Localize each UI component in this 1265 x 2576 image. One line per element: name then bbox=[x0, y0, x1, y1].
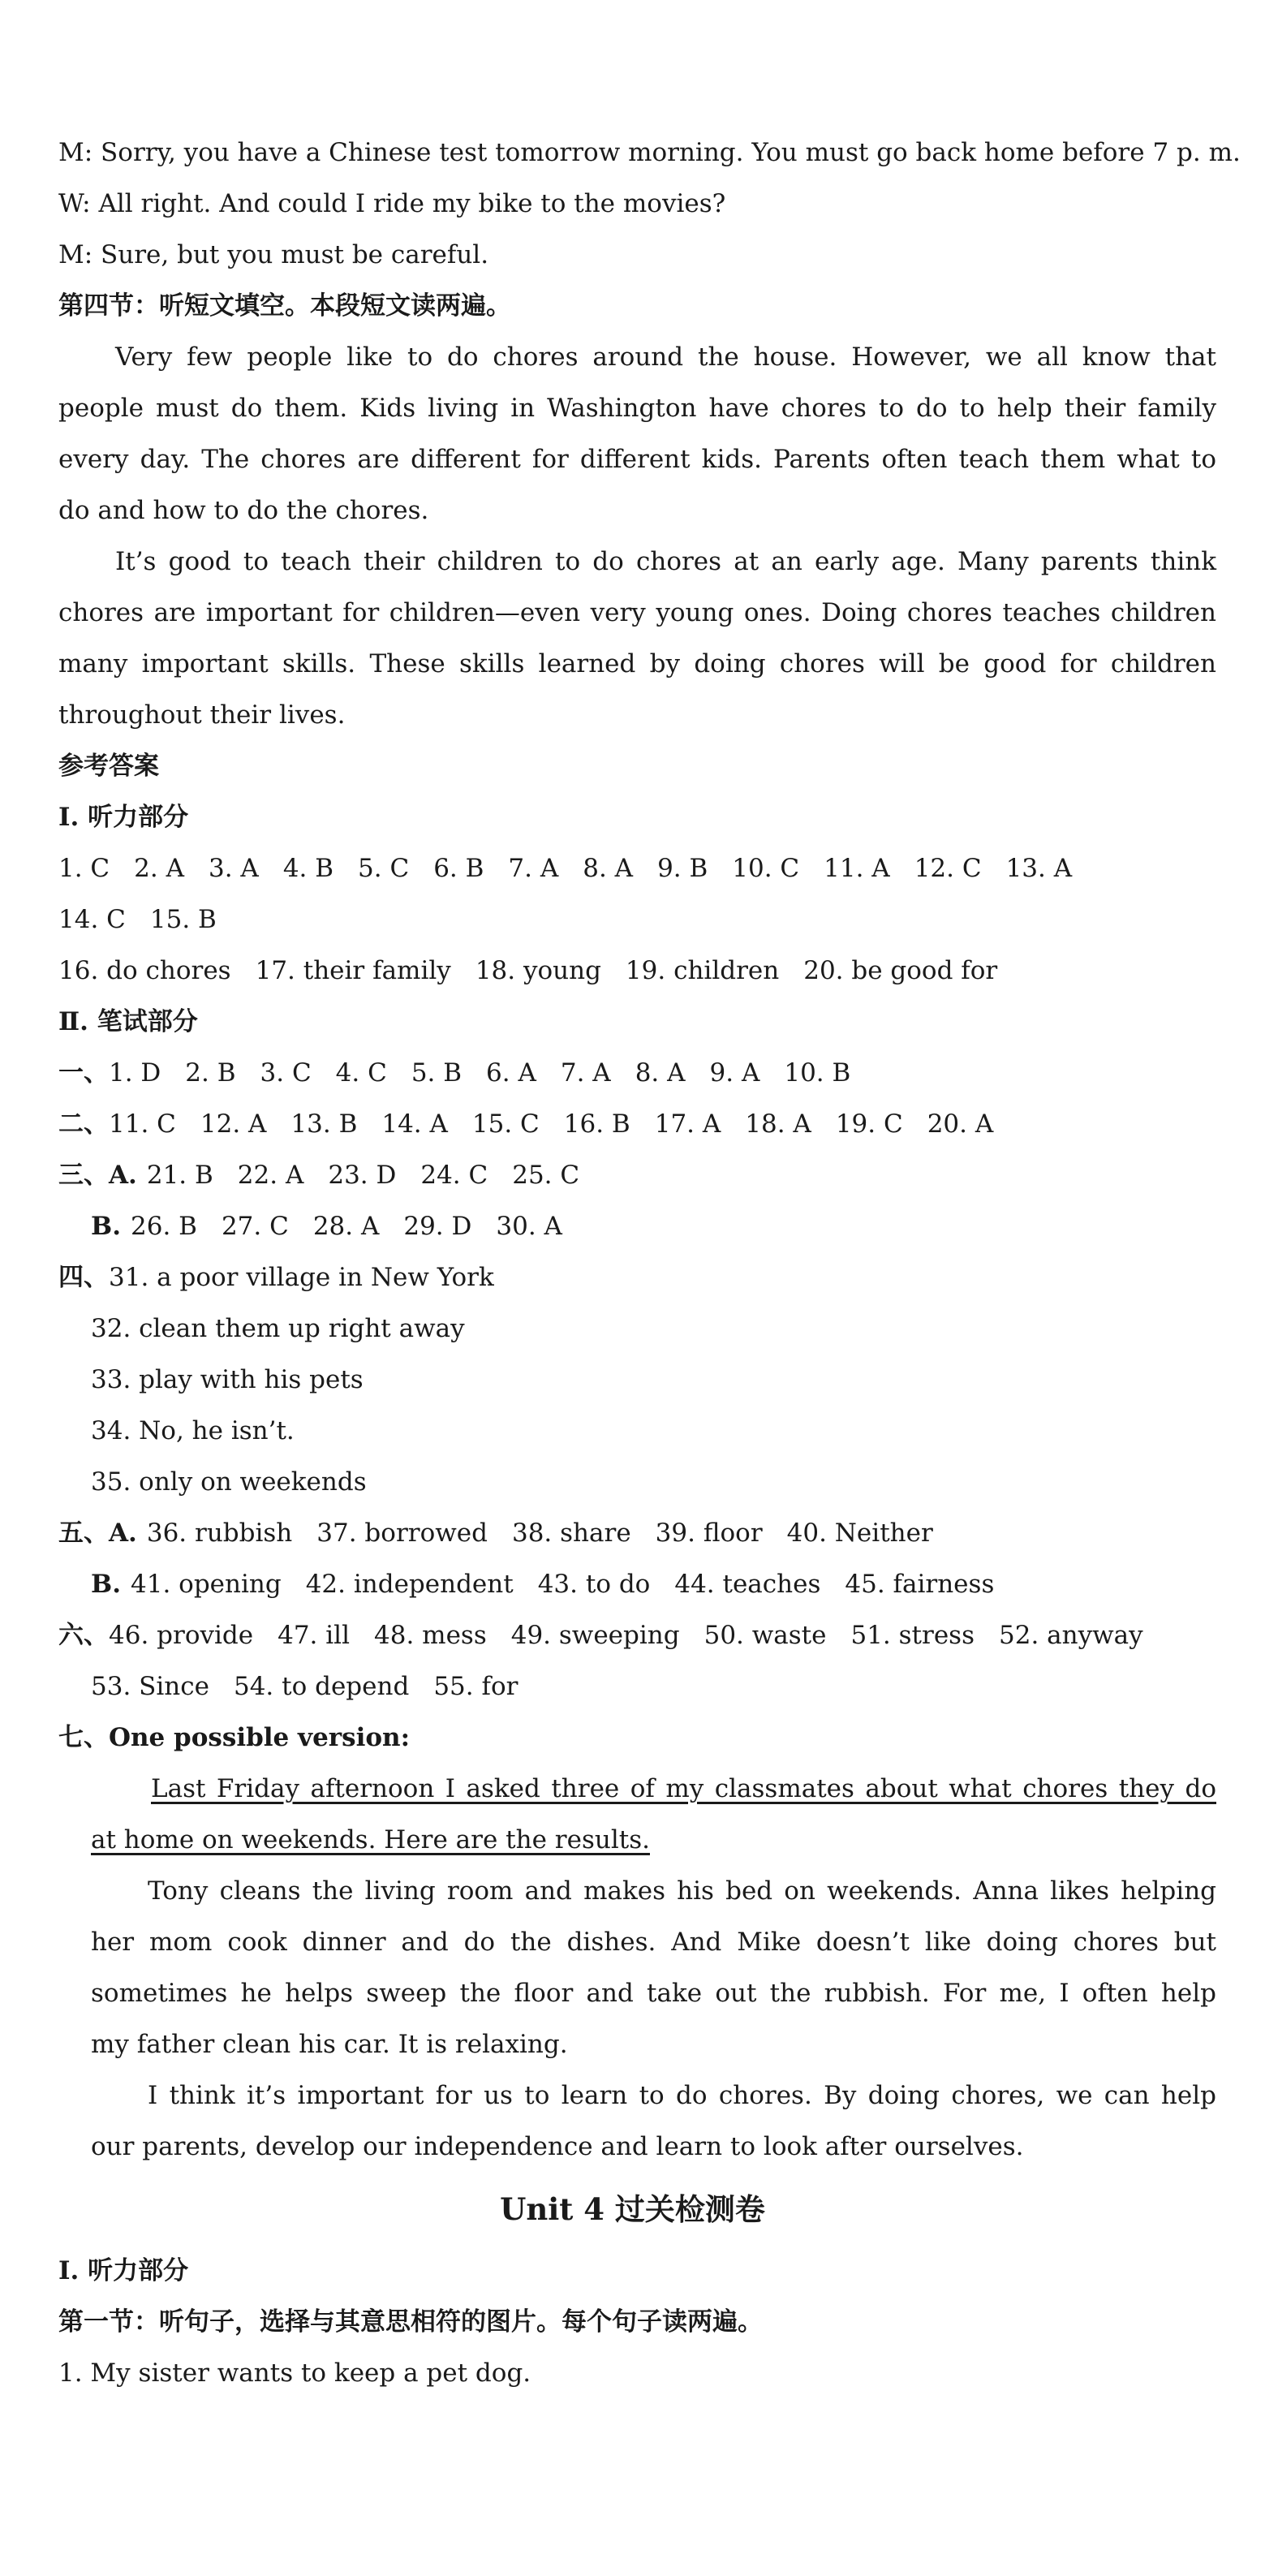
essay-line: Tony cleans the living room and makes his bed on weekends. Anna likes helping bbox=[148, 1876, 1216, 1906]
section5-answers-a: 五、A. 36. rubbish 37. borrowed 38. share 39. floor 40. Neither bbox=[58, 1518, 933, 1548]
section6-answers: 53. Since 54. to depend 55. for bbox=[91, 1672, 518, 1701]
section4-answer: 四、31. a poor village in New York bbox=[58, 1263, 494, 1292]
section6-answers: 六、46. provide 47. ill 48. mess 49. sweeping 50. waste 51. stress 52. anyway bbox=[58, 1621, 1143, 1650]
part1-answers-row: 16. do chores 17. their family 18. young 19. children 20. be good for bbox=[58, 956, 998, 985]
passage-line: every day. The chores are different for different kids. Parents often teach them what to bbox=[58, 445, 1216, 474]
part1-heading: Ⅰ. 听力部分 bbox=[58, 803, 189, 832]
unit-title: Unit 4 过关检测卷 bbox=[500, 2191, 765, 2227]
unit-section1-heading: 第一节：听句子，选择与其意思相符的图片。每个句子读两遍。 bbox=[58, 2307, 763, 2337]
section4-answer: 35. only on weekends bbox=[91, 1467, 367, 1497]
section3-answers-a: 三、A. 21. B 22. A 23. D 24. C 25. C bbox=[58, 1161, 580, 1190]
dialogue-line-3: M: Sure, but you must be careful. bbox=[58, 240, 489, 269]
passage-line: It’s good to teach their children to do chores at an early age. Many parents think bbox=[115, 547, 1216, 576]
essay-line: sometimes he helps sweep the floor and take out the rubbish. For me, I often help bbox=[91, 1979, 1216, 2008]
passage-line: throughout their lives. bbox=[58, 700, 346, 730]
section5-answers-b: B. 41. opening 42. independent 43. to do 44. teaches 45. fairness bbox=[91, 1570, 995, 1599]
passage-line: people must do them. Kids living in Washington have chores to do to help their family bbox=[58, 394, 1216, 423]
part2-heading: Ⅱ. 笔试部分 bbox=[58, 1007, 198, 1036]
passage-line: do and how to do the chores. bbox=[58, 496, 429, 525]
answers-heading: 参考答案 bbox=[58, 752, 159, 781]
section4-answer: 34. No, he isn’t. bbox=[91, 1416, 295, 1445]
section1-answers: 一、1. D 2. B 3. C 4. C 5. B 6. A 7. A 8. A 9. A 10. B bbox=[58, 1058, 851, 1088]
section2-answers: 二、11. C 12. A 13. B 14. A 15. C 16. B 17. A 18. A 19. C 20. A bbox=[58, 1109, 994, 1139]
passage-line: Very few people like to do chores around the house. However, we all know that bbox=[115, 342, 1216, 372]
essay-line: I think it’s important for us to learn to do chores. By doing chores, we can help bbox=[148, 2081, 1216, 2110]
unit-question-1: 1. My sister wants to keep a pet dog. bbox=[58, 2358, 531, 2388]
essay-line: her mom cook dinner and do the dishes. And Mike doesn’t like doing chores but bbox=[91, 1928, 1216, 1957]
passage-line: many important skills. These skills learned by doing chores will be good for children bbox=[58, 649, 1216, 678]
section4-heading: 第四节：听短文填空。本段短文读两遍。 bbox=[58, 291, 511, 321]
dialogue-line-2: W: All right. And could I ride my bike to the movies? bbox=[58, 189, 726, 218]
essay-line: Last Friday afternoon I asked three of my classmates about what chores they do bbox=[151, 1774, 1216, 1803]
part1-answers-row: 14. C 15. B bbox=[58, 905, 217, 934]
section4-answer: 32. clean them up right away bbox=[91, 1314, 465, 1343]
section7-heading: 七、One possible version: bbox=[58, 1723, 411, 1752]
essay-line: our parents, develop our independence and learn to look after ourselves. bbox=[91, 2132, 1024, 2161]
passage-line: chores are important for children—even very young ones. Doing chores teaches children bbox=[58, 598, 1216, 627]
part1-answers-row: 1. C 2. A 3. A 4. B 5. C 6. B 7. A 8. A 9. B 10. C 11. A 12. C 13. A bbox=[58, 854, 1073, 883]
section3-answers-b: B. 26. B 27. C 28. A 29. D 30. A bbox=[91, 1212, 562, 1241]
essay-line: at home on weekends. Here are the results. bbox=[91, 1825, 650, 1854]
dialogue-line-1: M: Sorry, you have a Chinese test tomorrow morning. You must go back home before 7 p. m. bbox=[58, 138, 1241, 167]
section4-answer: 33. play with his pets bbox=[91, 1365, 364, 1394]
essay-line: my father clean his car. It is relaxing. bbox=[91, 2030, 568, 2059]
unit-part1-heading: Ⅰ. 听力部分 bbox=[58, 2256, 189, 2285]
